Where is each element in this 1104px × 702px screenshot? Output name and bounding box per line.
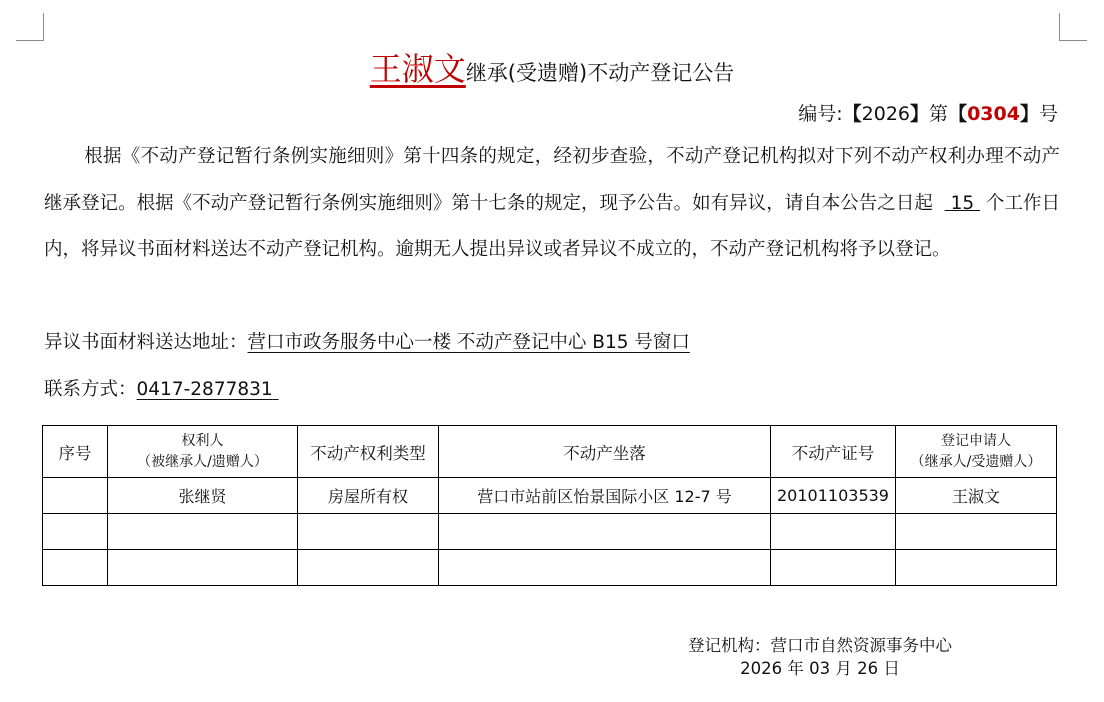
bracket-open: 【 (842, 103, 862, 125)
header-applicant: 登记申请人 （继承人/受遗赠人） (896, 426, 1057, 478)
announcement-date: 2026 年 03 月 26 日 (740, 659, 900, 678)
address-label: 异议书面材料送达地址： (44, 332, 248, 353)
address-value: 营口市政务服务中心一楼 不动产登记中心 B15 号窗口 (247, 332, 690, 353)
registration-table (42, 425, 1057, 586)
registration-authority: 登记机构：营口市自然资源事务中心 (688, 636, 952, 655)
bracket-close: 】 (910, 103, 930, 125)
body-part1: 根据《不动产登记暂行条例实施细则》第十四条的规定，经初步查验，不动产登记机构拟对下列不动产权利办理不动产继承登记。根据《不动产登记暂行条例实施细则》第十七条的规定，现予公告。如有异议，请自本公告之日起 (44, 146, 1060, 214)
cell-certificate-no (771, 514, 896, 550)
table-row (43, 514, 1057, 550)
cell-right-type (298, 514, 439, 550)
cell-index (43, 550, 108, 586)
notice-title (0, 44, 1104, 90)
header-certificate-no: 不动产证号 (771, 426, 896, 478)
cell-right-type (298, 550, 439, 586)
cell-right-type: 房屋所有权 (298, 478, 439, 514)
cell-index (43, 514, 108, 550)
cell-location (439, 550, 771, 586)
serial-hao: 号 (1038, 103, 1058, 125)
serial-di: 第 (929, 103, 949, 125)
body-part2: 个工作日内，将异议书面材料送达不动产登记机构。逾期无人提出异议或者异议不成立的，不动产登记机构将予以登记。 (44, 192, 1060, 260)
table-row (43, 478, 1057, 514)
header-right-type: 不动产权利类型 (298, 426, 439, 478)
serial-year: 2026 (861, 103, 911, 125)
applicant-name: 王淑文 (369, 50, 466, 88)
table-row (43, 550, 1057, 586)
cell-right-holder (108, 550, 298, 586)
serial-label: 编号: (798, 103, 843, 125)
body-paragraph (44, 134, 1060, 274)
serial-value: 0304 (967, 103, 1020, 125)
cell-certificate-no (771, 550, 896, 586)
serial-number (798, 99, 1058, 126)
crop-mark-top-left (16, 13, 44, 41)
cell-applicant (896, 550, 1057, 586)
address-line (44, 328, 690, 354)
cell-index (43, 478, 108, 514)
contact-label: 联系方式： (44, 379, 137, 400)
crop-mark-top-right (1059, 13, 1087, 41)
cell-location (439, 514, 771, 550)
bracket-open-2: 【 (948, 103, 968, 125)
cell-right-holder (108, 514, 298, 550)
cell-location: 营口市站前区怡景国际小区 12-7 号 (439, 478, 771, 514)
header-index: 序号 (43, 426, 108, 478)
contact-line (44, 375, 279, 401)
cell-certificate-no: 20101103539 (771, 478, 896, 514)
bracket-close-2: 】 (1019, 103, 1039, 125)
cell-applicant: 王淑文 (896, 478, 1057, 514)
header-right-holder: 权利人 （被继承人/遗赠人） (108, 426, 298, 478)
contact-value: 0417-2877831 (136, 379, 273, 400)
header-location: 不动产坐落 (439, 426, 771, 478)
cell-right-holder: 张继贤 (108, 478, 298, 514)
title-text: 继承(受遗赠)不动产登记公告 (465, 61, 735, 85)
objection-days: 15 (950, 192, 975, 214)
cell-applicant (896, 514, 1057, 550)
table-header-row (43, 426, 1057, 478)
